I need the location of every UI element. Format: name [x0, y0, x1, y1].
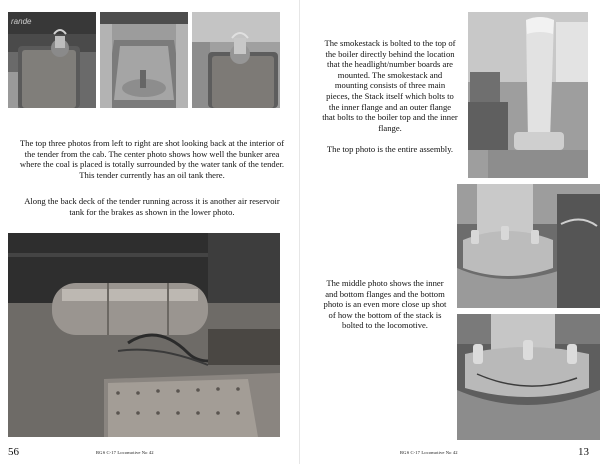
- photo-air-reservoir-tank: [8, 233, 280, 437]
- right-caption-smokestack: The smokestack is bolted to the top of the boiler directly behind the location that the headlight/number boards are mounted. The smokestack and mounting consists of three main pieces, the Stack itself which bolts to the inner flange and an outer flange that bolts to the boiler top and the inner flange.: [322, 38, 458, 133]
- right-footer: RGS C-17 Locomotive No 42: [400, 450, 458, 455]
- left-footer: RGS C-17 Locomotive No 42: [96, 450, 154, 455]
- page-number-left: 56: [8, 446, 19, 458]
- photo-stack-flanges: [457, 184, 600, 308]
- right-caption-lower-photos: The middle photo shows the inner and bottom flanges and the bottom photo is an even more close up shot of how the bottom of the stack is bolted to the locomotive.: [323, 278, 447, 331]
- photo-tender-left-view: [8, 12, 96, 108]
- right-page: [300, 0, 600, 464]
- right-caption-top-photo: The top photo is the entire assembly.: [326, 144, 454, 154]
- left-caption-lower-photo: Along the back deck of the tender running across it is another air reservoir tank for the brakes as shown in the lower photo.: [24, 196, 280, 217]
- background-sign-text: rande: [11, 17, 32, 26]
- photo-stack-base-bolts: [457, 314, 600, 440]
- photo-smokestack-assembly: [468, 12, 588, 178]
- photo-coal-bunker: [100, 12, 188, 108]
- photo-tender-right-view: [192, 12, 280, 108]
- left-caption-top-photos: The top three photos from left to right are shot looking back at the interior of the tender from the cab. The center photo shows how well the bunker area where the coal is placed is totally surrounded by the water tank of the tender. This tender currently has an oil tank there.: [19, 138, 285, 180]
- page-number-right: 13: [578, 446, 589, 458]
